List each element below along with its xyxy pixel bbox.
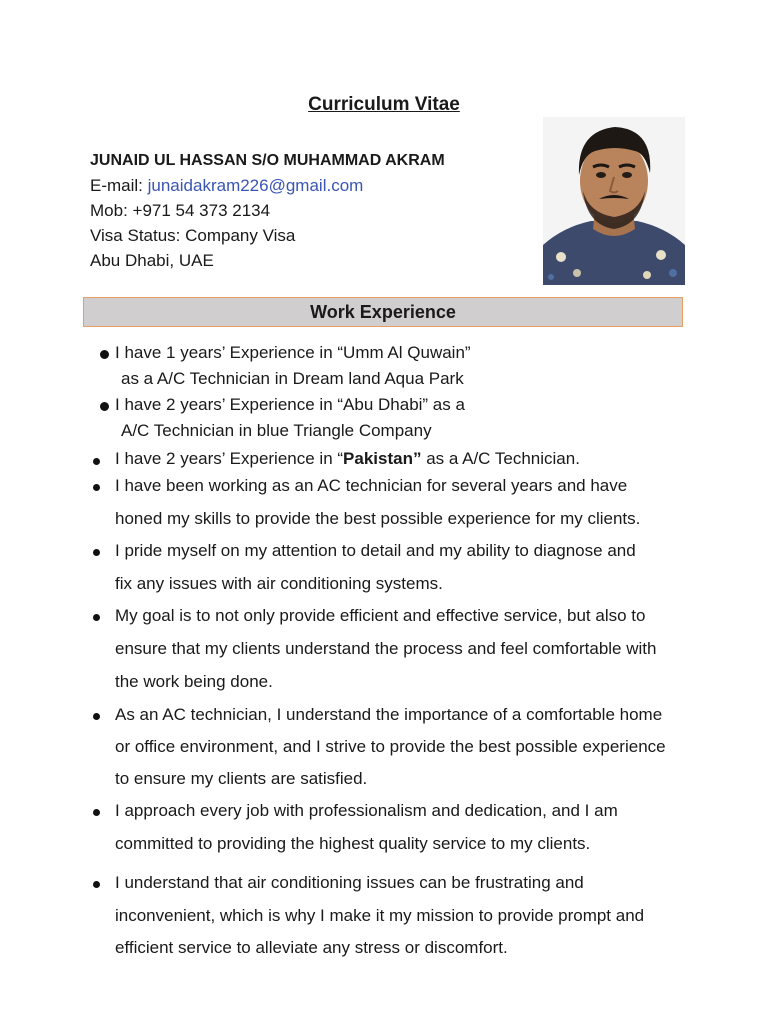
experience-highlight: Pakistan”	[343, 449, 422, 468]
visa-status: Visa Status: Company Visa	[90, 226, 296, 245]
experience-text: I have 2 years’ Experience in “	[115, 449, 344, 468]
experience-line: I pride myself on my attention to detail and my ability to diagnose and	[115, 541, 636, 560]
experience-line: My goal is to not only provide efficient and effective service, but also to	[115, 606, 646, 625]
experience-line: or office environment, and I strive to provide the best possible experience	[115, 737, 666, 756]
section-header-work-experience: Work Experience	[83, 297, 683, 327]
experience-line: as a A/C Technician in Dream land Aqua Park	[121, 369, 464, 388]
experience-line: I have been working as an AC technician for several years and have	[115, 476, 628, 495]
experience-line: to ensure my clients are satisfied.	[115, 769, 368, 788]
profile-photo	[543, 117, 685, 285]
experience-line: efficient service to alleviate any stress or discomfort.	[115, 938, 508, 957]
experience-line: inconvenient, which is why I make it my mission to provide prompt and	[115, 906, 645, 925]
experience-line	[115, 449, 580, 469]
email-row	[90, 173, 445, 198]
mobile-number: Mob: +971 54 373 2134	[90, 201, 271, 220]
location: Abu Dhabi, UAE	[90, 251, 214, 270]
experience-line: I approach every job with professionalism and dedication, and I am	[115, 801, 618, 820]
email-link[interactable]: junaidakram226@gmail.com	[147, 176, 364, 195]
bullet-marker	[93, 713, 100, 720]
experience-line: ensure that my clients understand the process and feel comfortable with	[115, 639, 657, 658]
bullet-marker	[100, 402, 109, 411]
experience-line: A/C Technician in blue Triangle Company	[121, 421, 432, 440]
experience-line: I have 1 years’ Experience in “Umm Al Quwain”	[115, 343, 471, 362]
bullet-marker	[93, 614, 100, 621]
experience-text: as a A/C Technician.	[421, 449, 580, 468]
experience-line: the work being done.	[115, 672, 273, 691]
bullet-marker	[93, 549, 100, 556]
contact-block	[90, 148, 445, 273]
bullet-marker	[93, 881, 100, 888]
bullet-marker	[93, 809, 100, 816]
experience-line: committed to providing the highest quality service to my clients.	[115, 834, 591, 853]
bullet-marker	[93, 458, 100, 465]
experience-line: I have 2 years’ Experience in “Abu Dhabi” as a	[115, 395, 465, 414]
document-title: Curriculum Vitae	[308, 94, 460, 115]
experience-line: honed my skills to provide the best possible experience for my clients.	[115, 509, 641, 528]
bullet-marker	[93, 484, 100, 491]
experience-line: I understand that air conditioning issues can be frustrating and	[115, 873, 584, 892]
experience-line: As an AC technician, I understand the importance of a comfortable home	[115, 705, 663, 724]
candidate-name: JUNAID UL HASSAN S/O MUHAMMAD AKRAM	[90, 152, 445, 169]
experience-line: fix any issues with air conditioning systems.	[115, 574, 443, 593]
bullet-marker	[100, 350, 109, 359]
email-label: E-mail:	[90, 176, 148, 195]
